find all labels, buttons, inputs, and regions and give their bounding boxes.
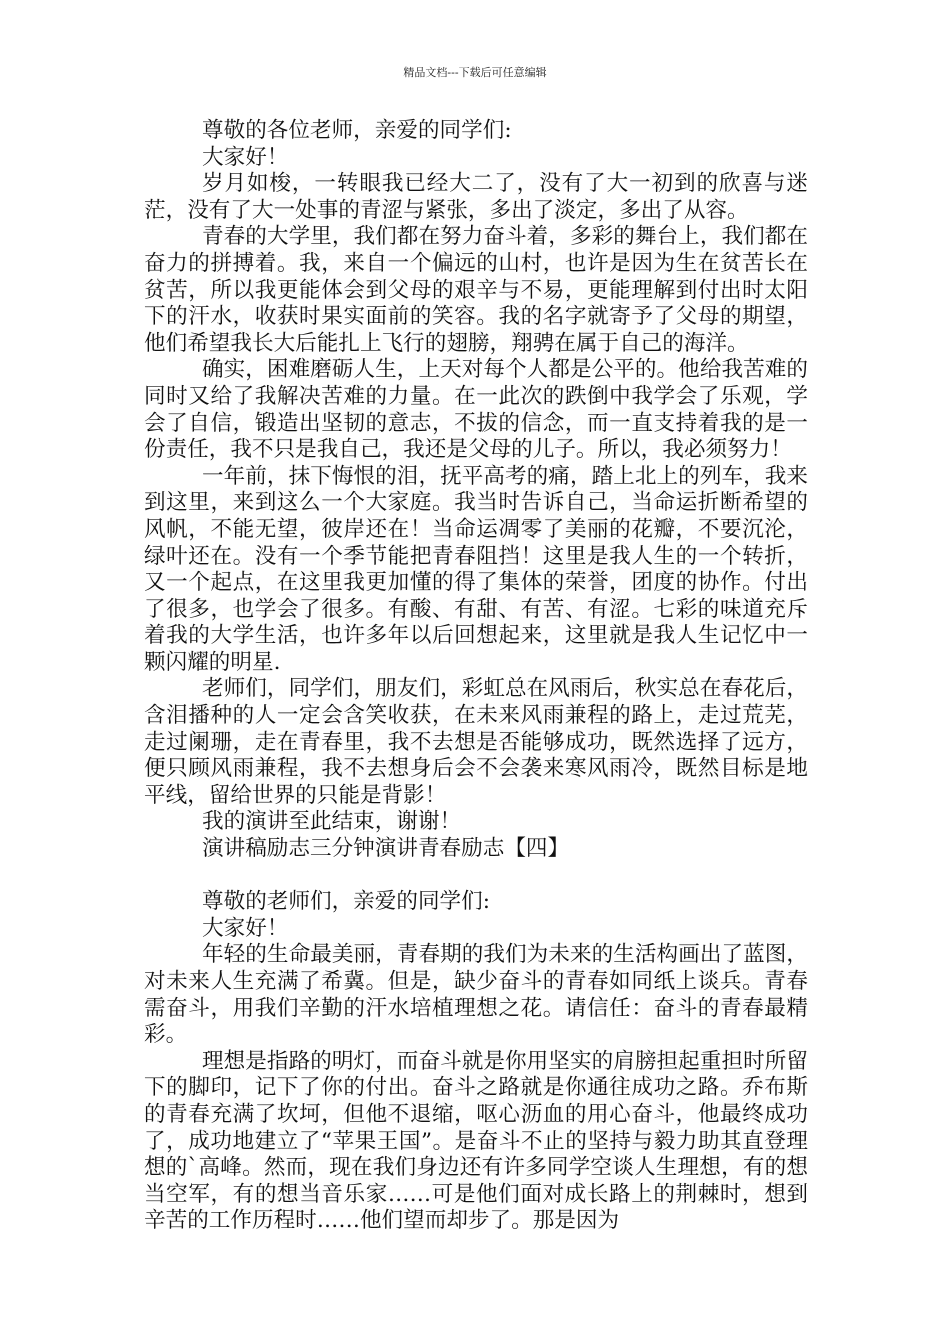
- document-body: [144, 118, 808, 1235]
- section-title: 演讲稿励志三分钟演讲青春励志【四】: [202, 836, 570, 862]
- body-paragraph: 青春的大学里，我们都在努力奋斗着，多彩的舞台上，我们都在奋力的拼搏着。我，来自一个偏远的山村，也许是因为生在贫苦长在贫苦，所以我更能体会到父母的艰辛与不易，更能理解到付出时太阳下的汗水，收获时果实面前的笑容。我的名字就寄予了父母的期望，他们希望我长大后能扎上飞行的翅膀，翔骋在属于自己的海洋。: [144, 224, 808, 356]
- greeting: 大家好！: [202, 144, 289, 170]
- closing-line: 我的演讲至此结束，谢谢！: [202, 809, 462, 835]
- salutation: 尊敬的各位老师，亲爱的同学们:: [202, 118, 512, 143]
- body-paragraph: 岁月如梭，一转眼我已经大二了，没有了大一初到的欣喜与迷茫，没有了大一处事的青涩与紧张，多出了淡定，多出了从容。: [144, 171, 808, 223]
- body-paragraph: 年轻的生命最美丽，青春期的我们为未来的生活构画出了蓝图，对未来人生充满了希冀。但是，缺少奋斗的青春如同纸上谈兵。青春需奋斗，用我们辛勤的汗水培植理想之花。请信任：奋斗的青春最精彩。: [144, 942, 808, 1048]
- body-paragraph: 理想是指路的明灯，而奋斗就是你用坚实的肩膀担起重担时所留下的脚印，记下了你的付出。奋斗之路就是你通往成功之路。乔布斯的青春充满了坎坷，但他不退缩，呕心沥血的用心奋斗，他最终成功了，成功地建立了“苹果王国”。是奋斗不止的坚持与毅力助其直登理想的`高峰。然而，现在我们身边还有许多同学空谈人生理想，有的想当空军，有的想当音乐家……可是他们面对成长路上的荆棘时，想到辛苦的工作历程时……他们望而却步了。那是因为: [144, 1048, 808, 1234]
- body-paragraph: 老师们，同学们，朋友们，彩虹总在风雨后，秋实总在春花后，含泪播种的人一定会含笑收获，在未来风雨兼程的路上，走过荒芜，走过阑珊，走在青春里，我不去想是否能够成功，既然选择了远方，便只顾风雨兼程，我不去想身后会不会袭来寒风雨冷，既然目标是地平线，留给世界的只能是背影！: [144, 676, 808, 808]
- greeting: 大家好！: [202, 915, 289, 941]
- page-header: 精品文档---下载后可任意编辑: [403, 66, 547, 79]
- body-paragraph: 一年前，抹下悔恨的泪，抚平高考的痛，踏上北上的列车，我来到这里，来到这么一个大家庭。我当时告诉自己，当命运折断希望的风帆，不能无望，彼岸还在！当命运凋零了美丽的花瓣，不要沉沦，绿叶还在。没有一个季节能把青春阻挡！这里是我人生的一个转折，又一个起点，在这里我更加懂的得了集体的荣誉，团度的协作。付出了很多，也学会了很多。有酸、有甜、有苦、有涩。七彩的味道充斥着我的大学生活，也许多年以后回想起来，这里就是我人生记忆中一颗闪耀的明星.: [144, 463, 808, 675]
- salutation: 尊敬的老师们，亲爱的同学们:: [202, 889, 490, 915]
- body-paragraph: 确实，困难磨砺人生，上天对每个人都是公平的。他给我苦难的同时又给了我解决苦难的力量。在一此次的跌倒中我学会了乐观，学会了自信，锻造出坚韧的意志，不拔的信念，而一直支持着我的是一份责任，我不只是我自己，我还是父母的儿子。所以，我必须努力！: [144, 357, 808, 463]
- blank-line: [144, 863, 808, 890]
